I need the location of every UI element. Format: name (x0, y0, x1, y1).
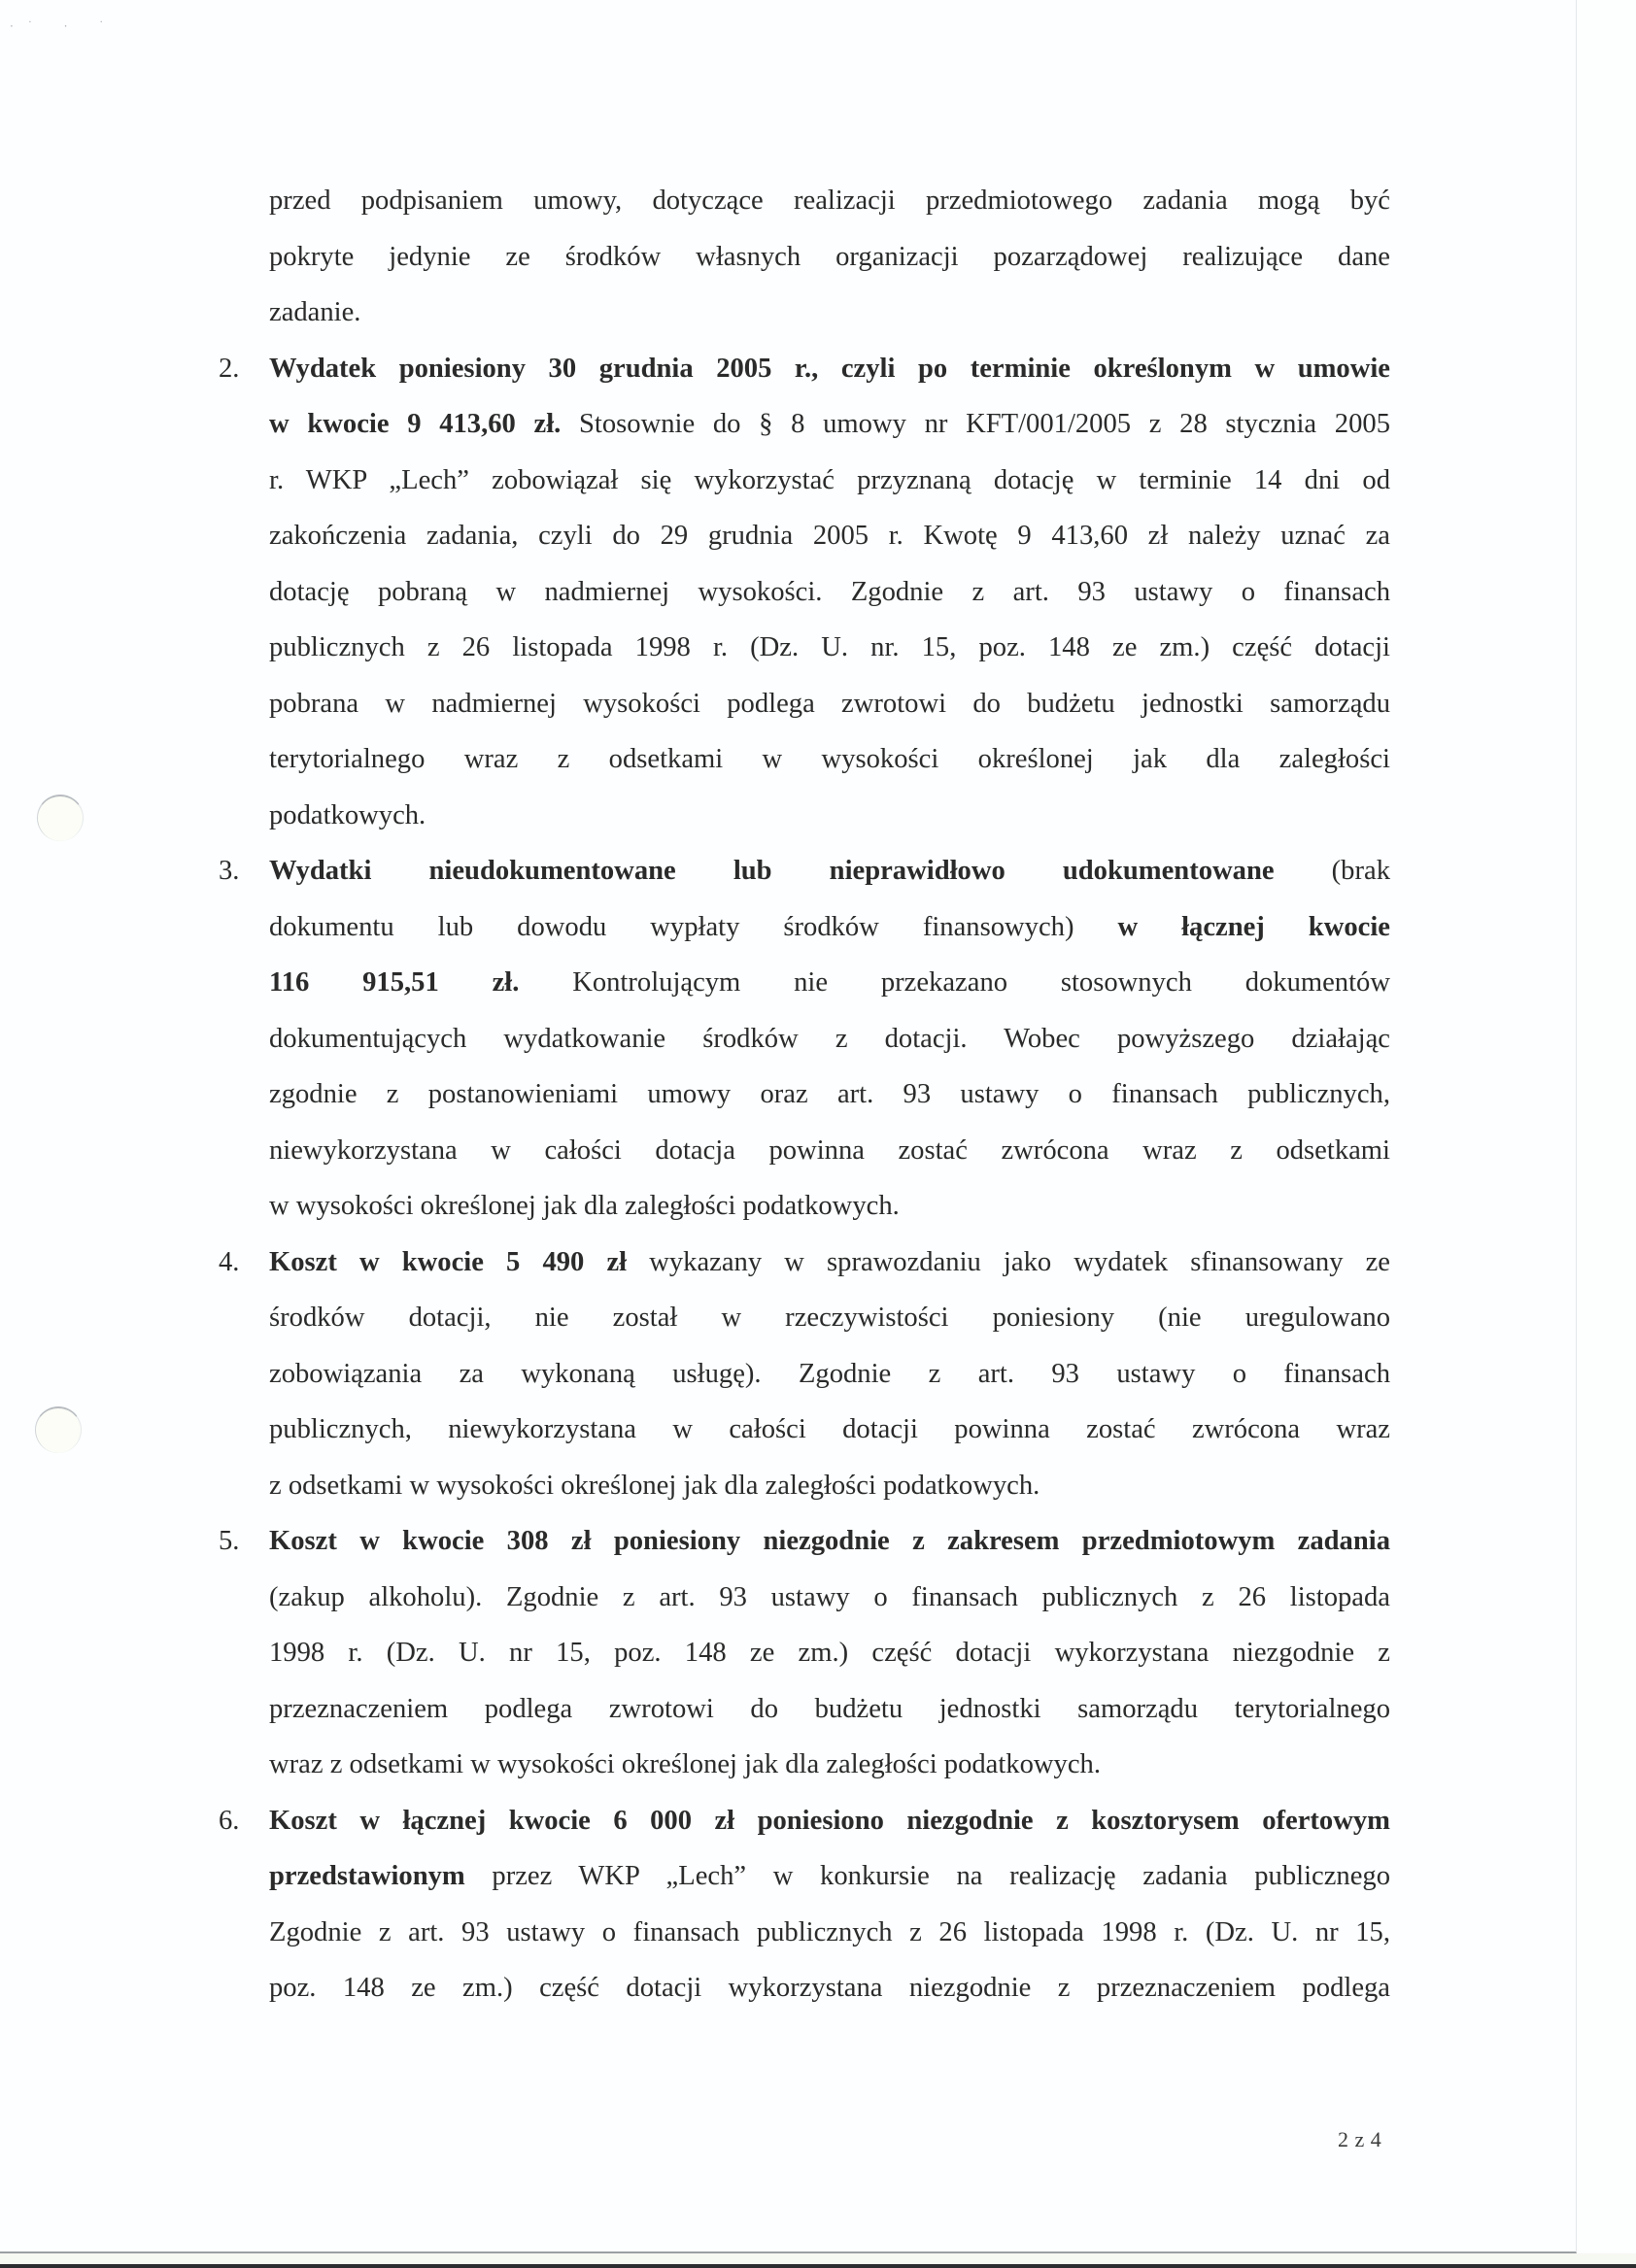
item-number: 2. (219, 353, 240, 384)
text-run: podatkowych. (269, 799, 426, 830)
text-line (269, 229, 1390, 286)
text-line (269, 1402, 1390, 1458)
text-line (269, 1737, 1390, 1793)
text-run: publicznych, niewykorzystana w całości dotacji powinna zostać zwrócona wraz (269, 1414, 1390, 1444)
text-line (269, 955, 1390, 1011)
text-run: (brak (1274, 856, 1390, 886)
bold-text: Koszt w kwocie 308 zł poniesiony niezgodnie z zakresem przedmiotowym zadania (269, 1526, 1390, 1556)
bold-text: przedstawionym (269, 1861, 465, 1891)
text-run: Kontrolującym nie przekazano stosownych dokumentów (519, 967, 1390, 998)
text-line (269, 1290, 1390, 1346)
text-line (269, 788, 1390, 844)
text-run: przeznaczeniem podlega zwrotowi do budżetu jednostki samorządu terytorialnego (269, 1693, 1390, 1724)
text-line (269, 1011, 1390, 1067)
bold-text: Wydatek poniesiony 30 grudnia 2005 r., czyli po terminie określonym w umowie (269, 353, 1390, 384)
bold-text: Koszt w łącznej kwocie 6 000 zł poniesiono niezgodnie z kosztorysem ofertowym (269, 1805, 1390, 1836)
text-run: zakończenia zadania, czyli do 29 grudnia 2005 r. Kwotę 9 413,60 zł należy uznać za (269, 521, 1390, 551)
text-line (269, 1513, 1390, 1570)
text-line (269, 453, 1390, 509)
text-run: wraz z odsetkami w wysokości określonej jak dla zaległości podatkowych. (269, 1749, 1101, 1779)
scanner-edge-band (0, 2264, 1636, 2268)
text-line (269, 341, 1390, 397)
text-line (269, 1681, 1390, 1738)
text-run: środków dotacji, nie został w rzeczywistości poniesiony (nie uregulowano (269, 1303, 1390, 1333)
text-line (269, 843, 1390, 899)
numbered-finding (219, 1513, 1390, 1793)
text-line (269, 1960, 1390, 2016)
text-line (269, 731, 1390, 788)
text-line (269, 1793, 1390, 1849)
text-run: Zgodnie z art. 93 ustawy o finansach publicznych z 26 listopada 1998 r. (Dz. U. nr 15, (269, 1916, 1390, 1947)
text-run: przed podpisaniem umowy, dotyczące realizacji przedmiotowego zadania mogą być (269, 186, 1390, 216)
text-run: terytorialnego wraz z odsetkami w wysokości określonej jak dla zaległości (269, 744, 1390, 774)
bold-text: 116 915,51 zł. (269, 967, 520, 998)
scan-specks: ·˙ · ˙ (10, 19, 119, 33)
punch-hole-icon (37, 795, 84, 841)
bold-text: Wydatki nieudokumentowane lub nieprawidłowo udokumentowane (269, 856, 1275, 886)
text-run: dokumentujących wydatkowanie środków z dotacji. Wobec powyższego działając (269, 1023, 1390, 1054)
text-line (269, 396, 1390, 453)
text-run: zgodnie z postanowieniami umowy oraz art. 93 ustawy o finansach publicznych, (269, 1079, 1390, 1109)
text-run: publicznych z 26 listopada 1998 r. (Dz. U. nr. 15, poz. 148 ze zm.) część dotacji (269, 632, 1390, 662)
bold-text: w łącznej kwocie (1117, 911, 1390, 942)
bold-text: Koszt w kwocie 5 490 zł (269, 1246, 628, 1277)
text-run: poz. 148 ze zm.) część dotacji wykorzystana niezgodnie z przeznaczeniem podlega (269, 1973, 1390, 2003)
text-run: (zakup alkoholu). Zgodnie z art. 93 ustawy o finansach publicznych z 26 listopada (269, 1581, 1390, 1612)
numbered-finding (219, 1235, 1390, 1514)
text-run: przez WKP „Lech” w konkursie na realizację zadania publicznego (464, 1861, 1390, 1891)
text-line (269, 1570, 1390, 1626)
text-run: wykazany w sprawozdaniu jako wydatek sfinansowany ze (627, 1246, 1390, 1277)
text-line (269, 1848, 1390, 1905)
text-run: niewykorzystana w całości dotacja powinna zostać zwrócona wraz z odsetkami (269, 1134, 1390, 1166)
text-run: z odsetkami w wysokości określonej jak dla zaległości podatkowych. (269, 1470, 1040, 1501)
text-line (269, 1066, 1390, 1123)
text-run: Stosownie do § 8 umowy nr KFT/001/2005 z 28 stycznia 2005 (561, 409, 1390, 439)
text-line (269, 676, 1390, 732)
text-run: 1998 r. (Dz. U. nr 15, poz. 148 ze zm.) część dotacji wykorzystana niezgodnie z (269, 1638, 1390, 1668)
continuation-paragraph (269, 173, 1390, 341)
text-run: r. WKP „Lech” zobowiązał się wykorzystać przyznaną dotację w terminie 14 dni od (269, 464, 1390, 495)
document-body (219, 173, 1390, 2016)
item-number: 4. (219, 1246, 240, 1277)
text-line (269, 620, 1390, 676)
text-run: w wysokości określonej jak dla zaległości podatkowych. (269, 1191, 900, 1221)
text-line (269, 899, 1390, 956)
text-line (269, 1178, 1390, 1235)
page-number: 2 z 4 (1338, 2127, 1381, 2151)
text-line (269, 1346, 1390, 1403)
text-line (269, 564, 1390, 621)
text-line (269, 1458, 1390, 1514)
text-run: zobowiązania za wykonaną usługę). Zgodnie z art. 93 ustawy o finansach (269, 1358, 1390, 1389)
text-run: pokryte jedynie ze środków własnych organizacji pozarządowej realizujące dane (269, 241, 1390, 272)
item-number: 6. (219, 1805, 240, 1836)
text-line (269, 285, 1390, 341)
numbered-finding (219, 1793, 1390, 2016)
numbered-finding (219, 341, 1390, 844)
text-run: dotację pobraną w nadmiernej wysokości. Zgodnie z art. 93 ustawy o finansach (269, 576, 1390, 607)
text-line (269, 1625, 1390, 1681)
text-line (269, 1123, 1390, 1179)
scanner-edge-strip (0, 2253, 1636, 2264)
bold-text: w kwocie 9 413,60 zł. (269, 409, 562, 439)
text-line (269, 173, 1390, 229)
text-line (269, 1235, 1390, 1291)
punch-hole-icon (35, 1406, 82, 1453)
text-line (269, 1905, 1390, 1961)
item-number: 5. (219, 1526, 240, 1556)
text-run: zadanie. (269, 297, 361, 327)
text-run: dokumentu lub dowodu wypłaty środków finansowych) (269, 911, 1118, 942)
text-run: pobrana w nadmiernej wysokości podlega zwrotowi do budżetu jednostki samorządu (269, 688, 1390, 719)
numbered-finding (219, 843, 1390, 1235)
item-number: 3. (219, 856, 240, 886)
text-line (269, 508, 1390, 564)
